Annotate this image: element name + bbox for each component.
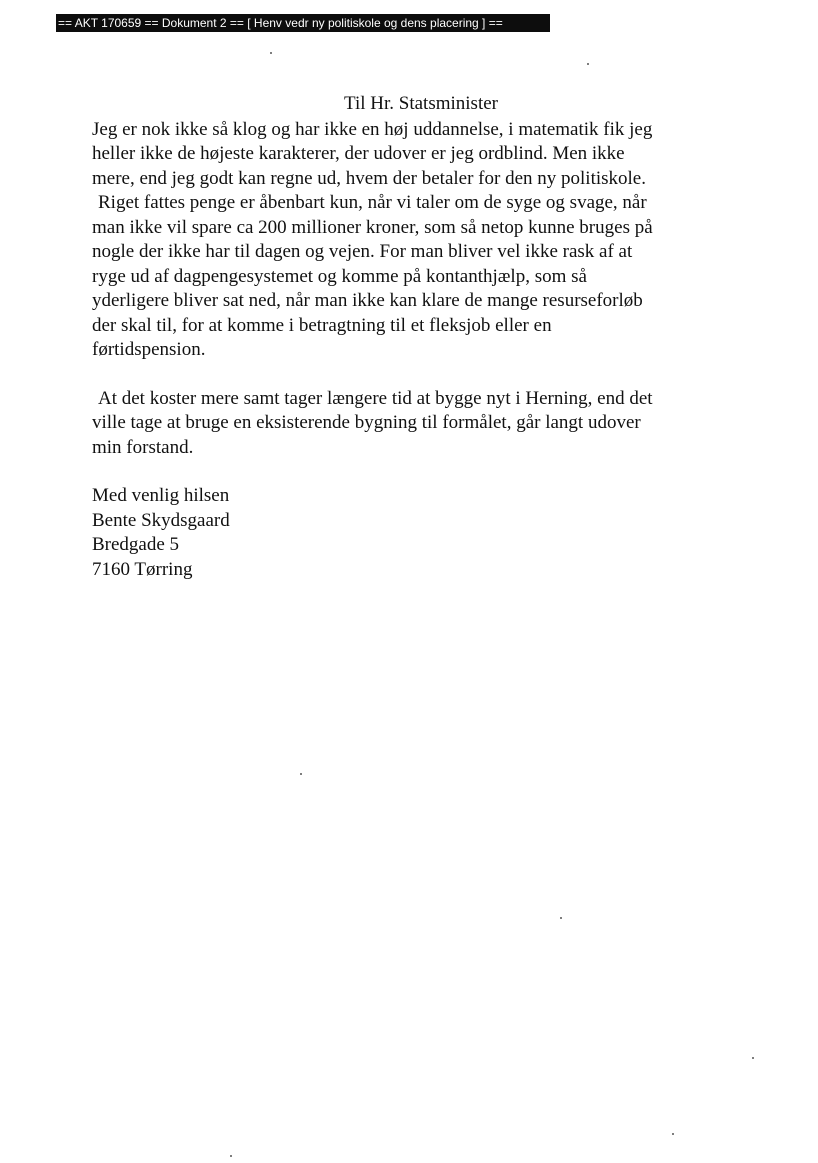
letter-line: der skal til, for at komme i betragtning til et fleksjob eller en	[92, 314, 552, 336]
paragraph-gap	[92, 460, 732, 484]
letter-line: min forstand.	[92, 436, 194, 458]
scan-speck	[270, 52, 272, 54]
scan-speck	[230, 1155, 232, 1157]
letter-line: Riget fattes penge er åbenbart kun, når vi taler om de syge og svage, når	[98, 192, 647, 213]
letter-line: førtidspension.	[92, 339, 206, 360]
letter-paragraph-1	[92, 118, 732, 363]
scan-speck	[300, 773, 302, 775]
letter-line: man ikke vil spare ca 200 millioner kroner, som så netop kunne bruges på	[92, 216, 653, 238]
letter-body	[92, 92, 732, 582]
scan-speck	[752, 1057, 754, 1059]
letter-line: yderligere bliver sat ned, når man ikke kan klare de mange resurseforløb	[92, 290, 643, 311]
paragraph-gap	[92, 363, 732, 387]
letter-signature	[92, 484, 732, 582]
letter-line: nogle der ikke har til dagen og vejen. For man bliver vel ikke rask af at	[92, 241, 633, 262]
letter-line: Jeg er nok ikke så klog og har ikke en høj uddannelse, i matematik fik jeg	[92, 118, 653, 140]
letter-line: At det koster mere samt tager længere tid at bygge nyt i Herning, end det	[98, 387, 653, 409]
letter-line: heller ikke de højeste karakterer, der udover er jeg ordblind. Men ikke	[92, 143, 625, 164]
signature-city: 7160 Tørring	[92, 558, 193, 580]
scan-speck	[672, 1133, 674, 1135]
letter-paragraph-2	[92, 387, 732, 461]
signature-street: Bredgade 5	[92, 534, 180, 555]
signature-closing: Med venlig hilsen	[92, 485, 230, 506]
scan-speck	[560, 917, 562, 919]
signature-name: Bente Skydsgaard	[92, 509, 230, 531]
letter-line: mere, end jeg godt kan regne ud, hvem der betaler for den ny politiskole.	[92, 167, 646, 189]
letter-salutation: Til Hr. Statsminister	[344, 93, 498, 114]
letter-line: ville tage at bruge en eksisterende bygning til formålet, går langt udover	[92, 412, 641, 433]
scan-speck	[587, 63, 589, 65]
document-header-banner: == AKT 170659 == Dokument 2 == [ Henv vedr ny politiskole og dens placering ] ==	[56, 14, 550, 32]
letter-line: ryge ud af dagpengesystemet og komme på kontanthjælp, som så	[92, 265, 587, 287]
